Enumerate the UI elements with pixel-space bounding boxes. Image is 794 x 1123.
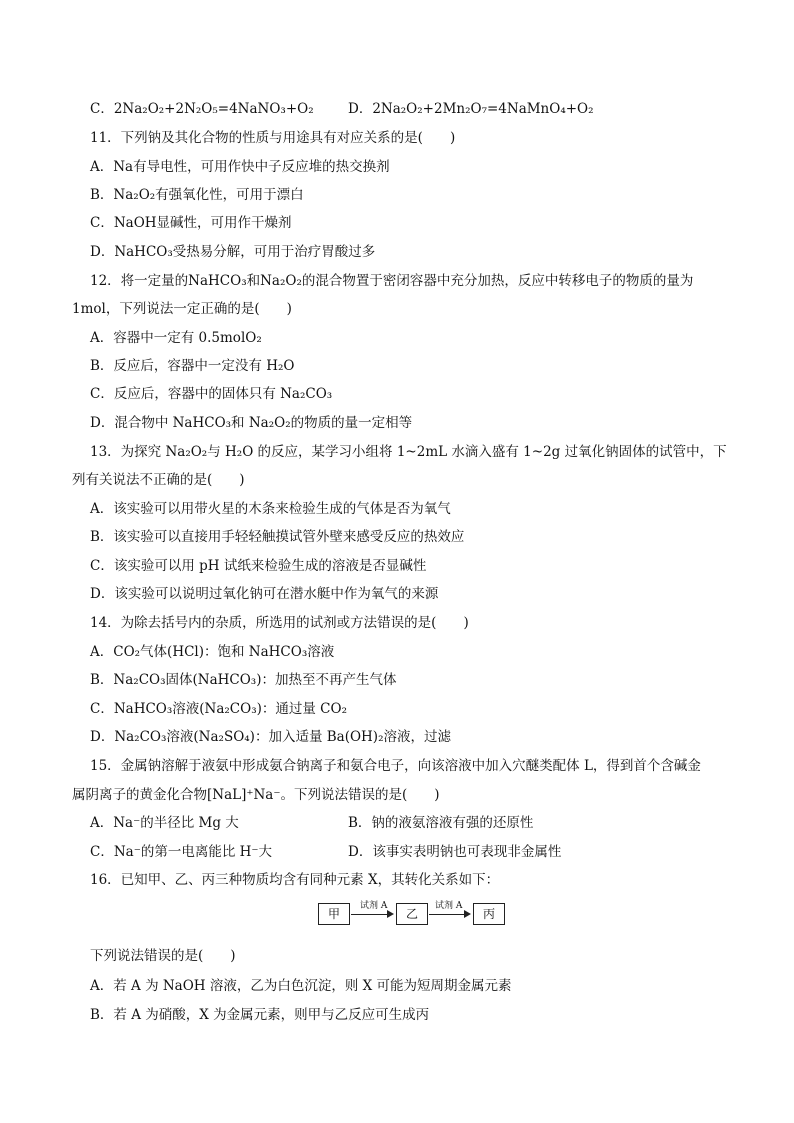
q13-option-b: B．该实验可以直接用手轻轻触摸试管外壁来感受反应的热效应 [90,529,465,545]
diagram-arrow1-label: 试剂 A [360,901,388,911]
q13-stem-line1: 13．为探究 Na₂O₂与 H₂O 的反应，某学习小组将 1~2mL 水滴入盛有 1~2g 过氧化钠固体的试管中，下 [90,444,727,460]
q16-prompt: 下列说法错误的是( ) [90,948,236,964]
q14-option-b: B．Na₂CO₃固体(NaHCO₃)：加热至不再产生气体 [90,672,397,688]
q15-option-c: C．Na⁻的第一电离能比 H⁻大 [90,844,273,860]
q14-option-c: C．NaHCO₃溶液(Na₂CO₃)：通过量 CO₂ [90,701,347,717]
q12-option-b: B．反应后，容器中一定没有 H₂O [90,358,295,374]
diagram-arrow2-label: 试剂 A [435,901,463,911]
q15-option-d: D．该事实表明钠也可表现非金属性 [348,844,562,860]
q11-option-d: D．NaHCO₃受热易分解，可用于治疗胃酸过多 [90,244,376,260]
q12-option-d: D．混合物中 NaHCO₃和 Na₂O₂的物质的量一定相等 [90,415,413,431]
q11-option-a: A．Na有导电性，可用作快中子反应堆的热交换剂 [90,159,390,175]
conversion-diagram [318,901,508,929]
q12-option-a: A．容器中一定有 0.5molO₂ [90,330,262,346]
diagram-box-yi: 乙 [396,903,428,925]
q12-stem-line2: 1mol，下列说法一定正确的是( ) [72,301,292,317]
q16-option-a: A．若 A 为 NaOH 溶液，乙为白色沉淀，则 X 可能为短周期金属元素 [90,978,512,994]
diagram-arrow1-head [387,910,394,918]
diagram-arrow1-line [351,914,387,915]
diagram-arrow2-head [464,910,471,918]
q11-stem: 11．下列钠及其化合物的性质与用途具有对应关系的是( ) [90,130,456,146]
q15-option-a: A．Na⁻的半径比 Mg 大 [90,815,239,831]
q14-stem: 14．为除去括号内的杂质，所选用的试剂或方法错误的是( ) [90,615,469,631]
q15-option-b: B．钠的液氨溶液有强的还原性 [348,815,534,831]
diagram-arrow2-line [429,914,464,915]
q14-option-a: A．CO₂气体(HCl)：饱和 NaHCO₃溶液 [90,644,335,660]
q15-stem-line1: 15．金属钠溶解于液氨中形成氨合钠离子和氨合电子，向该溶液中加入穴醚类配体 L，得到首个含碱金 [90,758,701,774]
q13-option-d: D．该实验可以说明过氧化钠可在潜水艇中作为氧气的来源 [90,586,439,602]
q16-stem: 16．已知甲、乙、丙三种物质均含有同种元素 X，其转化关系如下： [90,872,500,888]
q13-stem-line2: 列有关说法不正确的是( ) [72,472,245,488]
q14-option-d: D．Na₂CO₃溶液(Na₂SO₄)：加入适量 Ba(OH)₂溶液，过滤 [90,729,451,745]
q12-stem-line1: 12．将一定量的NaHCO₃和Na₂O₂的混合物置于密闭容器中充分加热，反应中转移电子的物质的量为 [90,273,694,289]
q12-option-c: C．反应后，容器中的固体只有 Na₂CO₃ [90,386,333,402]
q10-option-c: C．2Na₂O₂+2N₂O₅=4NaNO₃+O₂ [90,101,314,117]
diagram-box-bing: 丙 [473,903,505,925]
q10-option-d: D．2Na₂O₂+2Mn₂O₇=4NaMnO₄+O₂ [348,101,594,117]
q11-option-c: C．NaOH显碱性，可用作干燥剂 [90,215,292,231]
q16-option-b: B．若 A 为硝酸，X 为金属元素，则甲与乙反应可生成丙 [90,1007,430,1023]
q13-option-a: A．该实验可以用带火星的木条来检验生成的气体是否为氧气 [90,501,451,517]
q15-stem-line2: 属阴离子的黄金化合物[NaL]⁺Na⁻。下列说法错误的是( ) [72,787,440,803]
diagram-box-jia: 甲 [318,903,350,925]
q11-option-b: B．Na₂O₂有强氧化性，可用于漂白 [90,187,304,203]
q13-option-c: C．该实验可以用 pH 试纸来检验生成的溶液是否显碱性 [90,558,427,574]
